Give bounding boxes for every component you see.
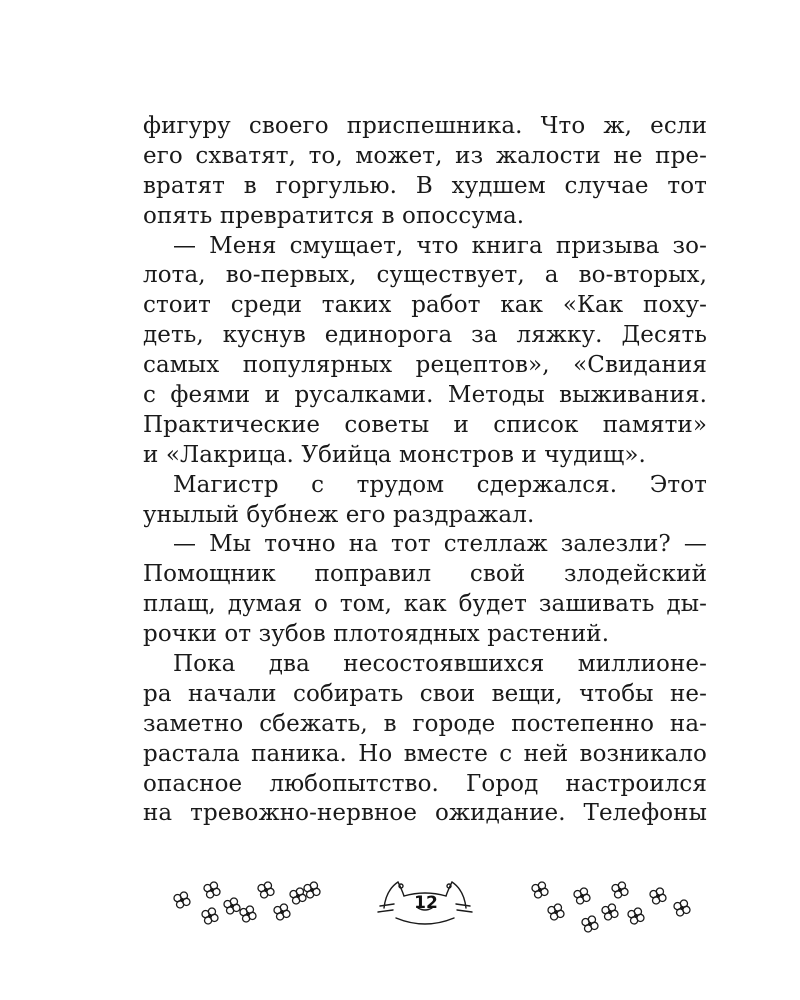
text-line: рочки от зубов плотоядных растений. <box>143 621 610 648</box>
text-line: опять превратится в опоссума. <box>143 202 525 229</box>
text-line: лота, во-первых, существует, а во-вторых, <box>143 262 707 289</box>
page-body-text <box>143 112 707 829</box>
text-line: с феями и русалками. Методы выживания. <box>143 382 707 409</box>
text-line: — Меня смущает, что книга призыва зо- <box>173 232 707 259</box>
page-number: 12 <box>414 893 438 913</box>
text-line: Пока два несостоявшихся миллионе- <box>173 651 707 678</box>
flower-cluster-right-icon <box>532 882 690 932</box>
text-line: заметно сбежать, в городе постепенно на- <box>143 710 707 737</box>
text-line: растала паника. Но вместе с ней возникало <box>143 740 707 767</box>
text-line: фигуру своего приспешника. Что ж, если <box>143 113 707 139</box>
text-line: Помощник поправил свой злодейский <box>143 561 707 588</box>
page-footer <box>0 868 800 938</box>
text-line: его схватят, то, может, из жалости не пре- <box>143 142 707 169</box>
text-line: на тревожно-нервное ожидание. Телефоны <box>143 800 707 827</box>
text-line: Практические советы и список памяти» <box>143 411 707 438</box>
text-line: деть, куснув единорога за ляжку. Десять <box>143 322 707 349</box>
flower-cluster-left-icon <box>174 882 320 924</box>
text-line: плащ, думая о том, как будет зашивать ды- <box>143 591 707 618</box>
text-line: ра начали собирать свои вещи, чтобы не- <box>143 680 707 707</box>
text-line: унылый бубнеж его раздражал. <box>143 501 535 528</box>
text-line: самых популярных рецептов», «Свидания <box>143 352 707 379</box>
text-line: Магистр с трудом сдержался. Этот <box>173 471 707 498</box>
text-line: стоит среди таких работ как «Как поху- <box>143 292 707 319</box>
text-line: опасное любопытство. Город настроился <box>143 770 707 797</box>
text-line: — Мы точно на тот стеллаж залезли? — <box>173 531 707 558</box>
text-line: вратят в горгулью. В худшем случае тот <box>143 172 707 199</box>
text-line: и «Лакрица. Убийца монстров и чудищ». <box>143 441 646 468</box>
